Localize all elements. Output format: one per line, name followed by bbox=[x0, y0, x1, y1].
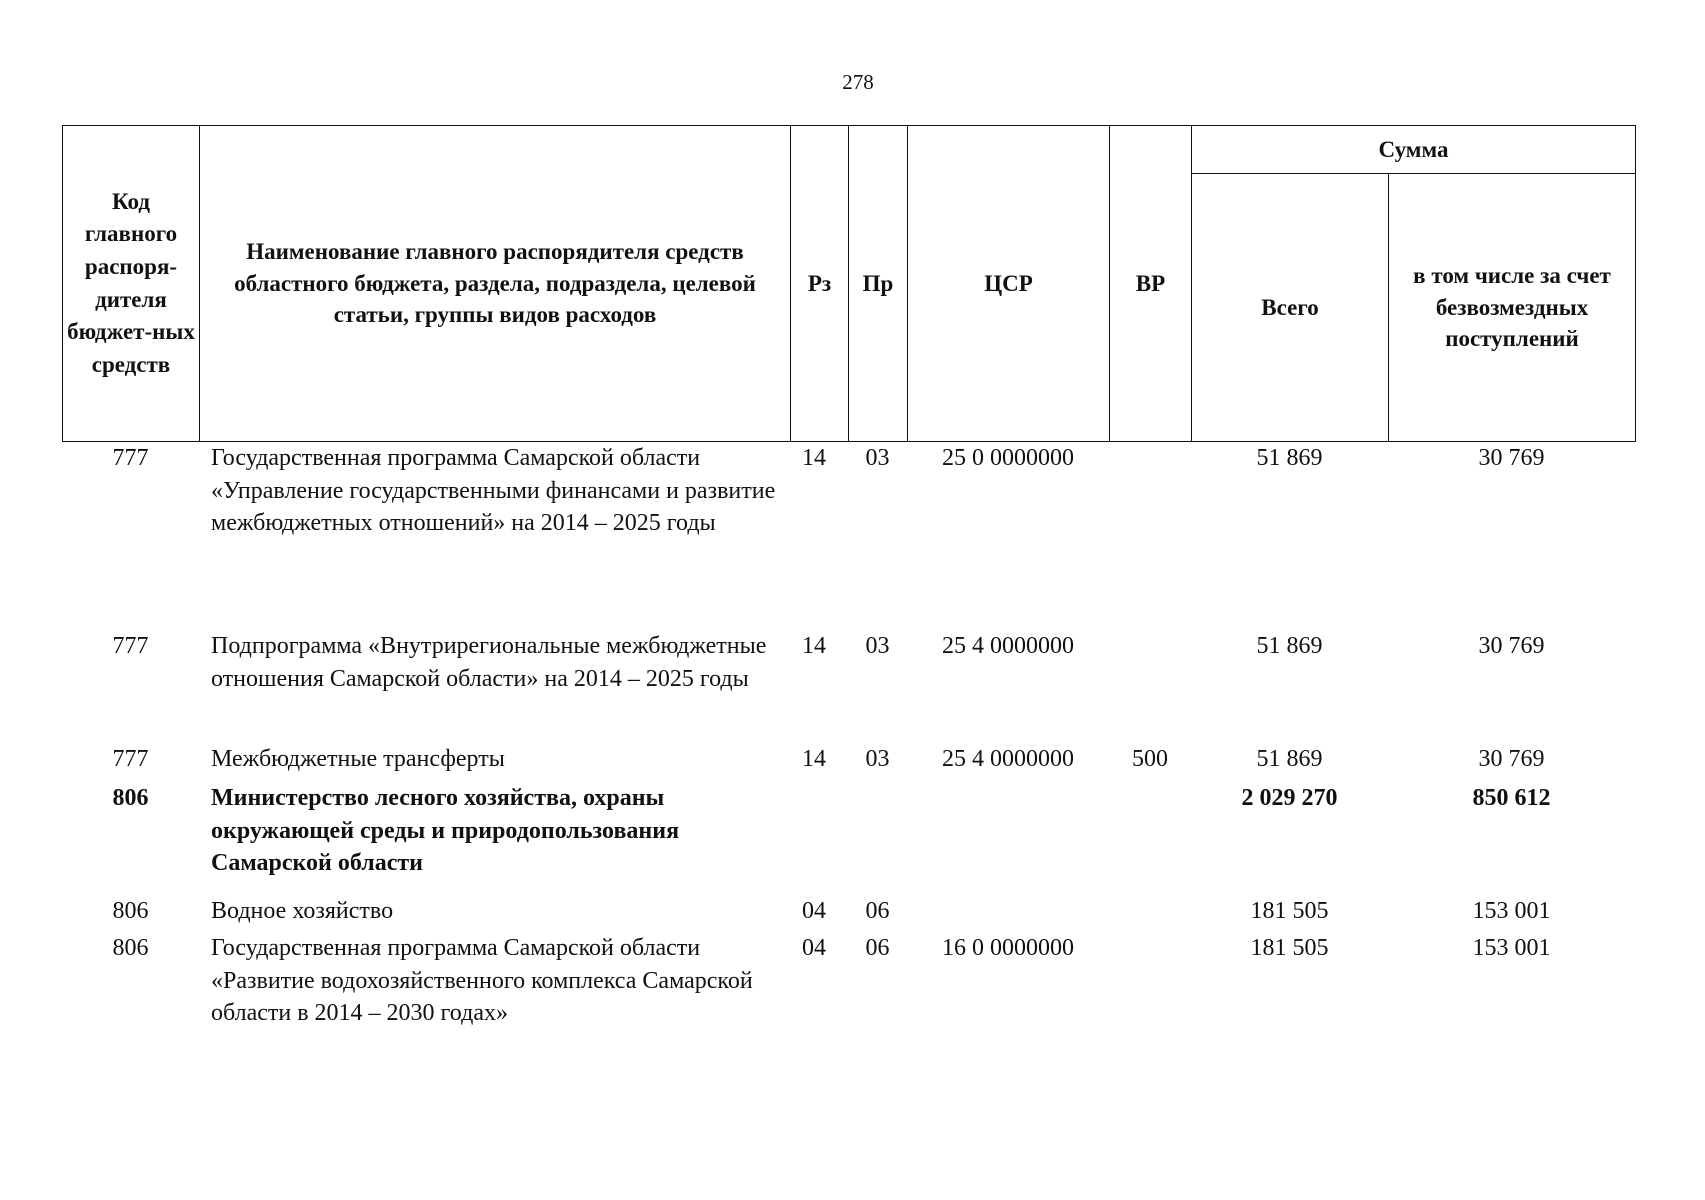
row-pr: 03 bbox=[865, 633, 890, 659]
row-name: Министерство лесного хозяйства, охраны окружающей среды и природопользования Самарской области bbox=[211, 785, 680, 876]
row-csr: 25 4 0000000 bbox=[942, 633, 1074, 659]
row-csr bbox=[907, 895, 1109, 932]
table-body bbox=[62, 442, 1635, 1062]
row-free: 30 769 bbox=[1478, 633, 1545, 659]
row-total: 2 029 270 bbox=[1241, 785, 1338, 811]
row-name: Государственная программа Самарской области «Управление государственными финансами и развитие межбюджетных отношений» на 2014 – 2025 годы bbox=[211, 445, 776, 536]
row-vr bbox=[1109, 932, 1191, 1062]
page-number: 278 bbox=[842, 70, 874, 94]
header-csr: ЦСР bbox=[908, 126, 1110, 442]
row-rz: 04 bbox=[802, 935, 826, 961]
row-code: 777 bbox=[112, 633, 149, 659]
header-sum: Сумма bbox=[1192, 126, 1636, 174]
header-total: Всего bbox=[1192, 174, 1389, 442]
row-vr bbox=[1109, 895, 1191, 932]
row-free: 153 001 bbox=[1472, 898, 1551, 924]
row-rz bbox=[790, 782, 848, 895]
table-row bbox=[62, 932, 1635, 1062]
row-total: 181 505 bbox=[1250, 935, 1329, 961]
header-code: Код главного распоря-дителя бюджет-ных средств bbox=[63, 126, 200, 442]
row-code: 806 bbox=[112, 785, 149, 811]
row-vr bbox=[1109, 782, 1191, 895]
table-row bbox=[62, 442, 1635, 630]
row-pr: 06 bbox=[865, 935, 890, 961]
table-row bbox=[62, 895, 1635, 932]
row-csr: 16 0 0000000 bbox=[942, 935, 1074, 961]
row-pr: 03 bbox=[865, 746, 890, 772]
row-code: 777 bbox=[112, 746, 149, 772]
table-header bbox=[62, 125, 1636, 442]
header-vr: ВР bbox=[1110, 126, 1192, 442]
row-name: Государственная программа Самарской области «Развитие водохозяйственного комплекса Самарской области в 2014 – 2030 годах» bbox=[211, 935, 753, 1026]
row-pr bbox=[848, 782, 907, 895]
row-rz: 14 bbox=[802, 746, 826, 772]
row-vr bbox=[1109, 442, 1191, 630]
row-rz: 14 bbox=[802, 445, 826, 471]
row-free: 850 612 bbox=[1472, 785, 1551, 811]
row-free: 30 769 bbox=[1478, 746, 1545, 772]
row-total: 51 869 bbox=[1256, 633, 1323, 659]
row-code: 777 bbox=[112, 445, 149, 471]
row-csr bbox=[907, 782, 1109, 895]
row-total: 51 869 bbox=[1256, 746, 1323, 772]
table-row bbox=[62, 782, 1635, 895]
table-row bbox=[62, 630, 1635, 743]
header-name: Наименование главного распорядителя средств областного бюджета, раздела, подраздела, целевой статьи, группы видов расходов bbox=[200, 126, 791, 442]
row-csr: 25 4 0000000 bbox=[942, 746, 1074, 772]
header-pr: Пр bbox=[849, 126, 908, 442]
row-code: 806 bbox=[112, 898, 149, 924]
row-name: Водное хозяйство bbox=[211, 898, 394, 924]
row-code: 806 bbox=[112, 935, 149, 961]
header-rz: Рз bbox=[791, 126, 849, 442]
header-free: в том числе за счет безвозмездных поступлений bbox=[1389, 174, 1636, 442]
row-free: 153 001 bbox=[1472, 935, 1551, 961]
row-vr bbox=[1109, 630, 1191, 743]
row-name: Межбюджетные трансферты bbox=[211, 746, 505, 772]
row-csr: 25 0 0000000 bbox=[942, 445, 1074, 471]
row-rz: 14 bbox=[802, 633, 826, 659]
row-total: 181 505 bbox=[1250, 898, 1329, 924]
row-name: Подпрограмма «Внутрирегиональные межбюджетные отношения Самарской области» на 2014 – 2025 годы bbox=[211, 633, 767, 692]
row-rz: 04 bbox=[802, 898, 826, 924]
row-vr: 500 bbox=[1132, 746, 1168, 772]
row-pr: 06 bbox=[865, 898, 890, 924]
table-row bbox=[62, 743, 1635, 782]
row-free: 30 769 bbox=[1478, 445, 1545, 471]
row-pr: 03 bbox=[865, 445, 890, 471]
row-total: 51 869 bbox=[1256, 445, 1323, 471]
